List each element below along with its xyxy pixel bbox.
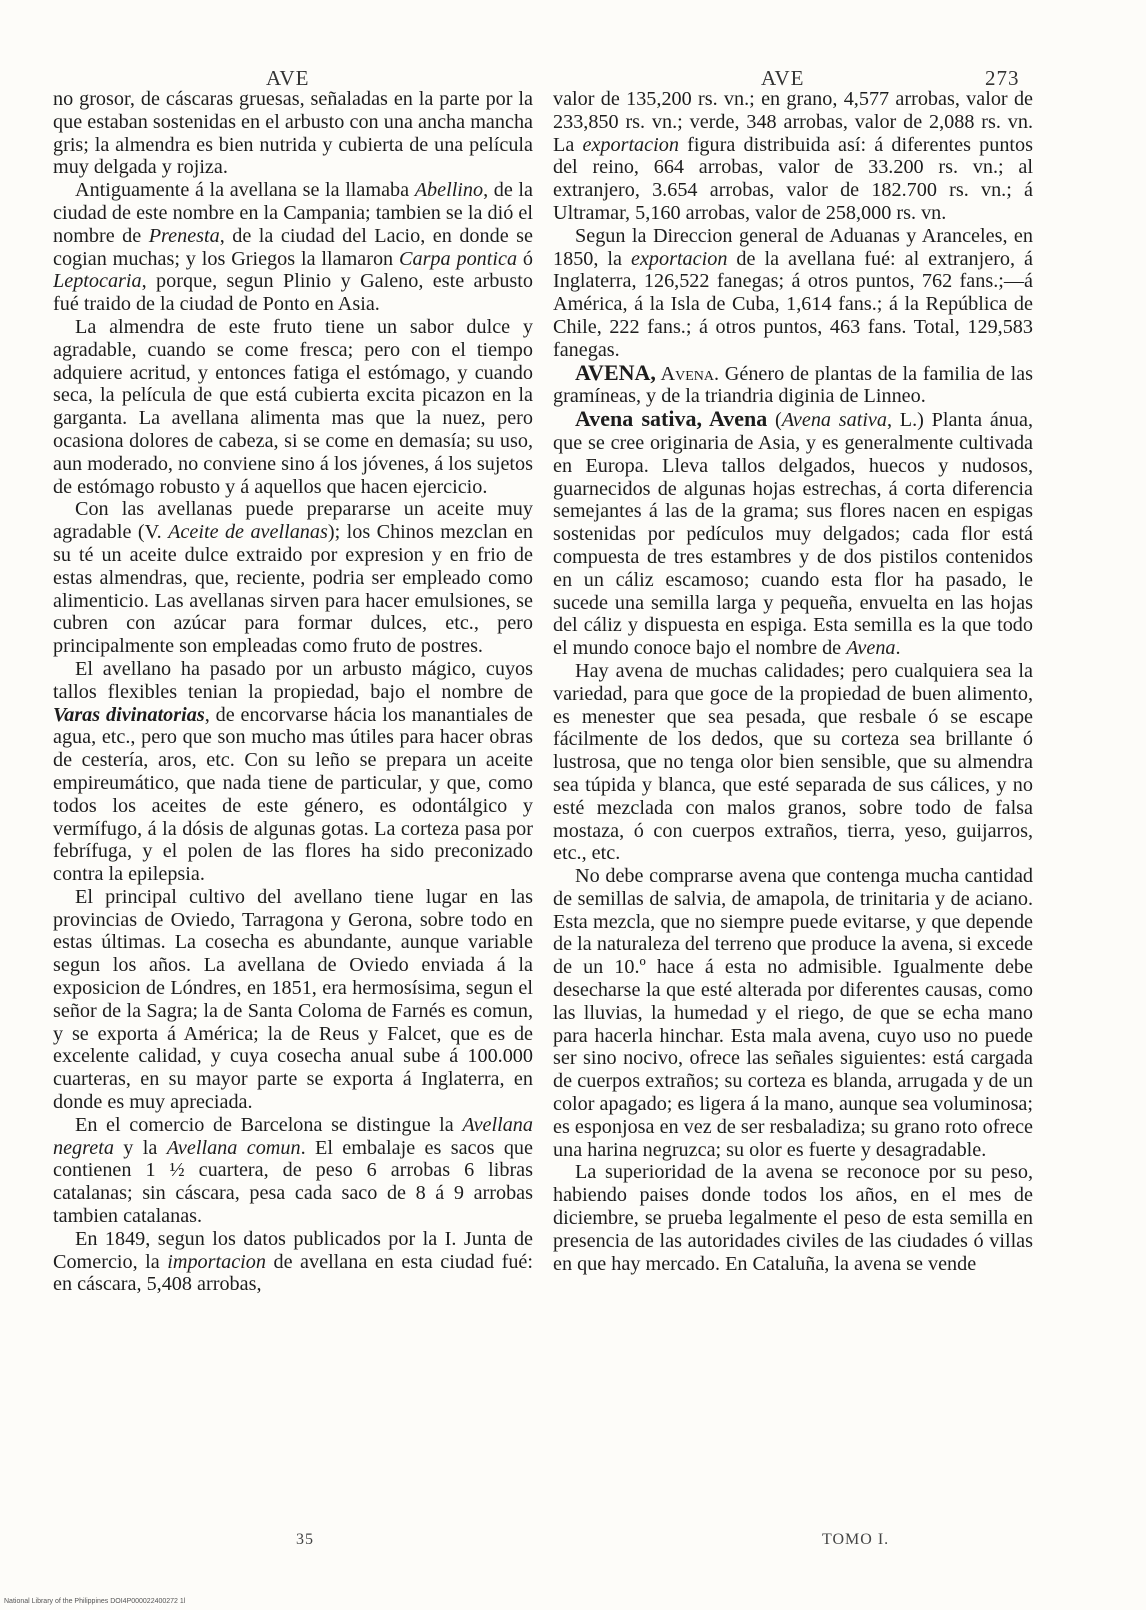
paragraph: Con las avellanas puede prepararse un aceite muy agradable (V. Aceite de avellanas); los Chinos mezclan en su té un aceite dulce extraido por expresion y en frio de estas almendras, que, reciente, podria ser empleado como alimenticio. Las avellanas sirven para hacer emulsiones, se cubren con azúcar para formar dulces, etc., pero principalmente son empleadas como fruto de postres. bbox=[53, 498, 533, 658]
left-column bbox=[53, 88, 533, 1528]
paragraph: La almendra de este fruto tiene un sabor dulce y agradable, cuando se come fresca; pero con el tiempo adquiere acritud, y entonces fatiga el estómago, y cuando seca, la película de que está cubierta excita picazon en la garganta. La avellana alimenta mas que la nuez, pero ocasiona dolores de cabeza, si se come en demasía; su uso, aun moderado, no conviene sino á los jóvenes, á los sujetos de estómago robusto y á aquellos que hacen ejercicio. bbox=[53, 315, 533, 498]
paragraph: La superioridad de la avena se reconoce por su peso, habiendo paises donde todos los años, en el mes de diciembre, se prueba legalmente el peso de esta semilla en presencia de las autoridades civiles de las ciudades ó villas en que hay mercado. En Cataluña, la avena se vende bbox=[553, 1161, 1033, 1275]
paragraph: valor de 135,200 rs. vn.; en grano, 4,577 arrobas, valor de 233,850 rs. vn.; verde, 348 arrobas, valor de 2,088 rs. vn. La exportacion figura distribuida así: á diferentes puntos del reino, 664 arrobas, valor de 33.200 rs. vn.; al extranjero, 3.654 arrobas, valor de 182.700 rs. vn.; á Ultramar, 5,160 arrobas, valor de 258,000 rs. vn. bbox=[553, 88, 1033, 224]
paragraph: Antiguamente á la avellana se la llamaba Abellino, de la ciudad de este nombre en la Campania; tambien se la dió el nombre de Prenesta, de la ciudad del Lacio, en donde se cogian muchas; y los Griegos la llamaron Carpa pontica ó Leptocaria, porque, segun Plinio y Galeno, este arbusto fué traido de la ciudad de Ponto en Asia. bbox=[53, 179, 533, 316]
paragraph: Segun la Direccion general de Aduanas y Aranceles, en 1850, la exportacion de la avellana fué: al extranjero, á Inglaterra, 126,522 fanegas; á otros puntos, 762 fans.;—á América, á la Isla de Cuba, 1,614 fans.; á la República de Chile, 222 fans.; á otros puntos, 463 fans. Total, 129,583 fanegas. bbox=[553, 224, 1033, 361]
header-left-word: AVE bbox=[266, 66, 310, 90]
page-number: 273 bbox=[985, 66, 1020, 90]
paragraph: El avellano ha pasado por un arbusto mágico, cuyos tallos flexibles tenian la propiedad, bajo el nombre de Varas divinatorias, de encorvarse hácia los manantiales de agua, etc., pero que son mucho mas útiles para hacer obras de cestería, aros, etc. Con su leño se prepara un aceite empireumático, que nada tiene de particular, y que, como todos los aceites de este género, es odontálgico y vermífugo, á la dósis de algunas gotas. La corteza pasa por febrífuga, y el polen de las flores ha sido preconizado contra la epilepsia. bbox=[53, 657, 533, 886]
header-right-word: AVE bbox=[761, 66, 805, 90]
volume-mark: TOMO I. bbox=[822, 1531, 890, 1548]
entry-avena-sativa: Avena sativa, Avena (Avena sativa, L.) Planta ánua, que se cree originaria de Asia, y es generalmente cultivada en Europa. Lleva tallos delgados, huecos y nudosos, guarnecidos de algunas hojas estrechas, á corta diferencia semejantes á las de la grama; sus flores nacen en espigas sostenidas por pedículos muy delgados; cada flor está compuesta de tres estambres y de dos pistilos contenidos en un cáliz escamoso; cuando esta flor ha pasado, le sucede una semilla larga y pequeña, envuelta en las hojas del cáliz y dispuesta en espiga. Esta semilla es la que todo el mundo conoce bajo el nombre de Avena. bbox=[553, 406, 1033, 660]
paragraph: No debe comprarse avena que contenga mucha cantidad de semillas de salvia, de amapola, de trinitaria y de aciano. Esta mezcla, que no siempre puede evitarse, y que depende de la naturaleza del terreno que produce la avena, si excede de un 10.º hace á esta no admisible. Igualmente debe desecharse la que esté alterada por diferentes causas, como las lluvias, la humedad y el riego, de que se echa mano para hacerla hinchar. Esta mala avena, cuyo uso no puede ser sino nocivo, ofrece las señales siguientes: está cargada de cuerpos extraños; su corteza es blanda, arrugada y de un color apagado; es ligera á la mano, aunque sea voluminosa; es esponjosa en vez de ser resbaladiza; su grano roto ofrece una harina negruzca; su olor es fuerte y desagradable. bbox=[553, 865, 1033, 1161]
paragraph: no grosor, de cáscaras gruesas, señaladas en la parte por la que estaban sostenidas en el arbusto con una ancha mancha gris; la almendra es bien nutrida y cubierta de una película muy delgada y rojiza. bbox=[53, 88, 533, 179]
right-column bbox=[553, 88, 1033, 1528]
signature-mark: 35 bbox=[296, 1531, 314, 1548]
entry-avena: AVENA, Avena. Género de plantas de la familia de las gramíneas, y de la triandria diginia de Linneo. bbox=[553, 359, 1033, 408]
paragraph: Hay avena de muchas calidades; pero cualquiera sea la variedad, para que goce de la propiedad de buen alimento, es menester que sea pesada, que resbale ó se escape fácilmente de los dedos, que su corteza sea brillante ó lustrosa, que no tenga olor bien sensible, que su almendra sea túpida y blanca, que esté separada de sus cálices, y no esté mezclada con malos granos, sobre todo de falsa mostaza, ó con cuerpos extraños, tierra, yeso, guijarros, etc., etc. bbox=[553, 659, 1033, 865]
paragraph: En el comercio de Barcelona se distingue la Avellana negreta y la Avellana comun. El embalaje es sacos que contienen 1 ½ cuartera, de peso 6 arrobas 6 libras catalanas; sin cáscara, pesa cada saco de 8 á 9 arrobas tambien catalanas. bbox=[53, 1113, 533, 1228]
paragraph: El principal cultivo del avellano tiene lugar en las provincias de Oviedo, Tarragona y Gerona, sobre todo en estas últimas. La cosecha es abundante, aunque variable segun los años. La avellana de Oviedo enviada á la exposicion de Lóndres, en 1851, era hermosísima, segun el señor de la Sagra; la de Santa Coloma de Farnés es comun, y se exporta á América; la de Reus y Falcet, que es de excelente calidad, y cuya cosecha anual sube á 100.000 cuarteras, en su mayor parte se exporta á Inglaterra, en donde es muy apreciada. bbox=[53, 885, 533, 1114]
paragraph: En 1849, segun los datos publicados por la I. Junta de Comercio, la importacion de avellana en esta ciudad fué: en cáscara, 5,408 arrobas, bbox=[53, 1227, 533, 1296]
scan-credit: National Library of the Philippines DOI4P000022400272 1l bbox=[4, 1598, 186, 1605]
